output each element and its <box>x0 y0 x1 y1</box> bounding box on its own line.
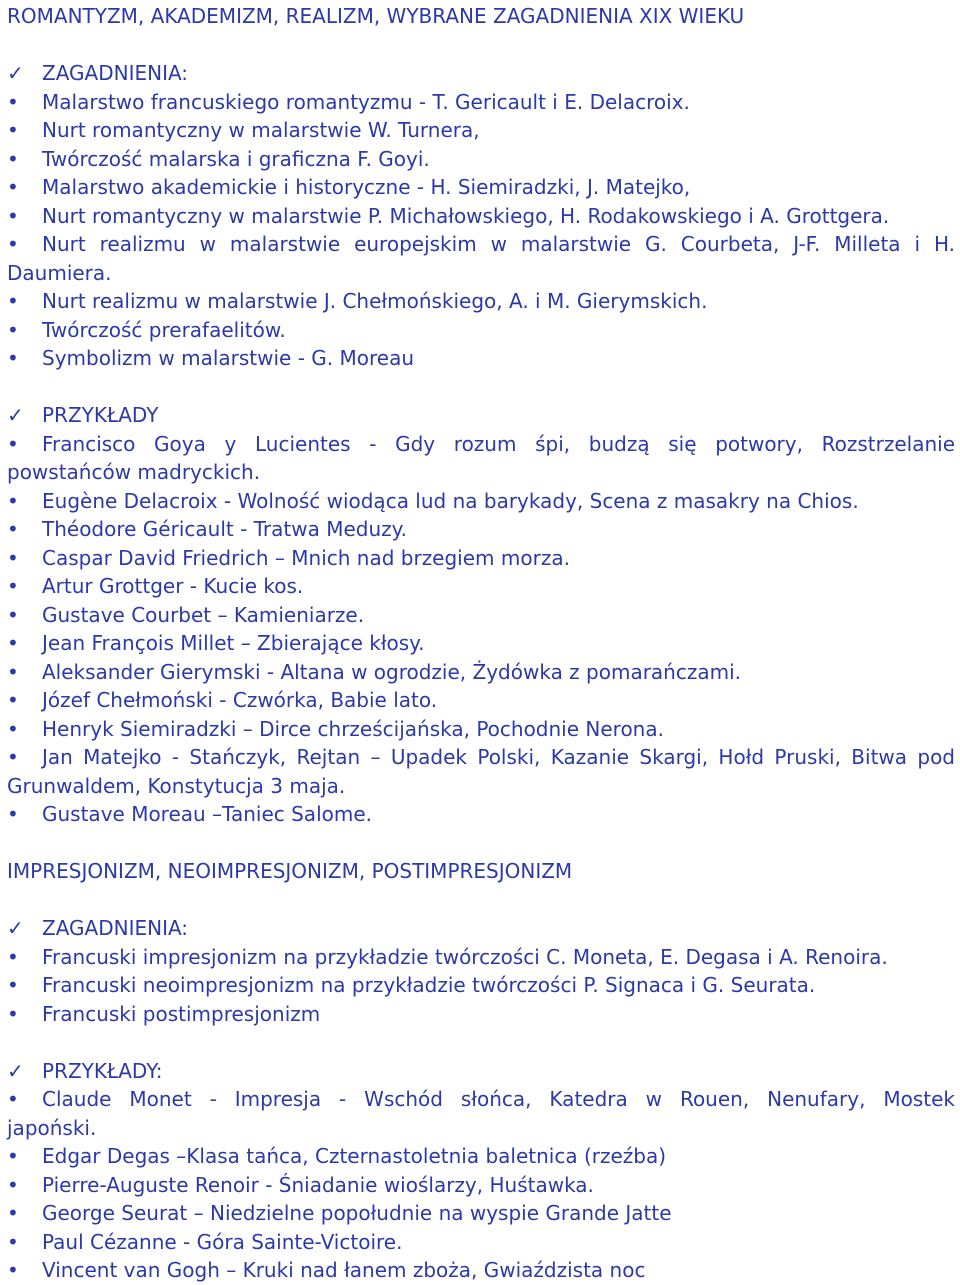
section-heading-romantyzm: ROMANTYZM, AKADEMIZM, REALIZM, WYBRANE ZAGADNIENIA XIX WIEKU <box>7 4 745 28</box>
list-item <box>7 230 955 287</box>
list-item <box>7 572 955 601</box>
przyklady-label: PRZYKŁADY: <box>42 1058 163 1083</box>
spacer <box>7 1028 955 1057</box>
bullet-icon: • <box>7 317 19 342</box>
bullet-icon: • <box>7 1087 19 1111</box>
zagadnienia-header <box>7 914 955 943</box>
bullet-icon: • <box>7 203 19 228</box>
bullet-icon: • <box>7 1001 19 1026</box>
bullet-icon: • <box>7 574 19 598</box>
bullet-icon: • <box>7 431 19 456</box>
list-item-text: Francuski impresjonizm na przykładzie twórczości C. Moneta, E. Degasa i A. Renoira. <box>42 944 888 969</box>
list-item <box>7 1199 955 1228</box>
list-item <box>7 629 955 658</box>
bullet-icon: • <box>7 802 19 826</box>
zagadnienia-label: ZAGADNIENIA: <box>42 61 189 85</box>
list-item <box>7 1000 955 1029</box>
list-item <box>7 1256 955 1285</box>
bullet-icon: • <box>7 602 19 627</box>
bullet-icon: • <box>7 1229 19 1254</box>
przyklady-label: PRZYKŁADY <box>42 403 159 427</box>
list-item <box>7 1171 955 1200</box>
list-item <box>7 116 955 145</box>
bullet-icon: • <box>7 944 19 969</box>
bullet-icon: • <box>7 1172 19 1197</box>
list-item <box>7 971 955 1000</box>
zagadnienia-header <box>7 59 955 88</box>
list-item-text: Pierre-Auguste Renoir - Śniadanie wioślarzy, Huśtawka. <box>42 1172 594 1197</box>
przyklady-header <box>7 401 955 430</box>
bullet-icon: • <box>7 346 19 370</box>
list-item <box>7 743 955 800</box>
bullet-icon: • <box>7 716 19 741</box>
list-item <box>7 173 955 202</box>
list-item-text: Théodore Géricault - Tratwa Meduzy. <box>42 517 407 541</box>
list-item <box>7 943 955 972</box>
checkmark-icon: ✓ <box>7 916 24 940</box>
list-item-first-line <box>7 230 955 259</box>
list-item-text: Jean François Millet – Zbierające kłosy. <box>42 631 425 655</box>
bullet-icon: • <box>7 175 19 199</box>
bullet-icon: • <box>7 745 19 769</box>
list-item-continuation: Daumiera. <box>7 260 112 285</box>
bullet-icon: • <box>7 973 19 997</box>
list-item-text: Malarstwo akademickie i historyczne - H. Siemiradzki, J. Matejko, <box>42 175 691 199</box>
list-item <box>7 544 955 573</box>
list-item-text: Eugène Delacroix - Wolność wiodąca lud na barykady, Scena z masakry na Chios. <box>42 488 859 513</box>
list-item-text: Aleksander Gierymski - Altana w ogrodzie, Żydówka z pomarańczami. <box>42 659 742 684</box>
list-item-text: Gustave Courbet – Kamieniarze. <box>42 602 365 627</box>
bullet-icon: • <box>7 631 19 655</box>
list-item-text: Nurt romantyczny w malarstwie W. Turnera, <box>42 118 480 142</box>
list-item-text: Symbolizm w malarstwie - G. Moreau <box>42 346 415 370</box>
zagadnienia-label: ZAGADNIENIA: <box>42 916 189 940</box>
list-item <box>7 715 955 744</box>
list-item-text: Vincent van Gogh – Kruki nad łanem zboża, Gwiaździsta noc <box>42 1258 646 1282</box>
bullet-icon: • <box>7 289 19 313</box>
list-item <box>7 686 955 715</box>
bullet-icon: • <box>7 688 19 712</box>
list-item-text: Edgar Degas –Klasa tańca, Czternastoletnia baletnica (rzeźba) <box>42 1144 667 1168</box>
list-item-text: Gustave Moreau –Taniec Salome. <box>42 802 372 826</box>
list-item-text: Jan Matejko - Stańczyk, Rejtan – Upadek Polski, Kazanie Skargi, Hołd Pruski, Bitwa pod <box>42 745 955 769</box>
list-item-first-line <box>7 743 955 772</box>
checkmark-icon: ✓ <box>7 1058 24 1083</box>
list-item-text: George Seurat – Niedzielne popołudnie na wyspie Grande Jatte <box>42 1201 672 1225</box>
list-item <box>7 601 955 630</box>
bullet-icon: • <box>7 488 19 513</box>
list-item <box>7 515 955 544</box>
bullet-icon: • <box>7 118 19 142</box>
spacer <box>7 373 955 402</box>
list-item <box>7 658 955 687</box>
list-item <box>7 800 955 829</box>
list-item-text: Paul Cézanne - Góra Sainte-Victoire. <box>42 1229 403 1254</box>
list-item-text: Henryk Siemiradzki – Dirce chrześcijańska, Pochodnie Nerona. <box>42 716 664 741</box>
list-item <box>7 316 955 345</box>
list-item <box>7 202 955 231</box>
przyklady-header <box>7 1057 955 1086</box>
bullet-icon: • <box>7 1201 19 1225</box>
list-item-text: Claude Monet - Impresja - Wschód słońca, Katedra w Rouen, Nenufary, Mostek <box>42 1087 955 1111</box>
bullet-icon: • <box>7 232 19 256</box>
checkmark-icon: ✓ <box>7 61 24 85</box>
bullet-icon: • <box>7 1144 19 1168</box>
list-item-first-line <box>7 430 955 459</box>
list-item <box>7 430 955 487</box>
list-item <box>7 1228 955 1257</box>
list-item <box>7 487 955 516</box>
checkmark-icon: ✓ <box>7 403 24 427</box>
document-page <box>7 2 955 1285</box>
bullet-icon: • <box>7 1258 19 1282</box>
list-item-text: Twórczość malarska i graficzna F. Goyi. <box>42 146 430 171</box>
list-item-continuation: Grunwaldem, Konstytucja 3 maja. <box>7 773 346 798</box>
list-item-text: Józef Chełmoński - Czwórka, Babie lato. <box>42 688 438 712</box>
bullet-icon: • <box>7 89 19 114</box>
list-item <box>7 88 955 117</box>
list-item-continuation: powstańców madryckich. <box>7 460 261 484</box>
list-item-text: Francuski neoimpresjonizm na przykładzie twórczości P. Signaca i G. Seurata. <box>42 973 816 997</box>
bullet-icon: • <box>7 659 19 684</box>
list-item-text: Twórczość prerafaelitów. <box>42 317 286 342</box>
list-item-text: Malarstwo francuskiego romantyzmu - T. Gericault i E. Delacroix. <box>42 89 690 114</box>
list-item-first-line <box>7 1085 955 1114</box>
list-item <box>7 145 955 174</box>
list-item-text: Francuski postimpresjonizm <box>42 1001 321 1026</box>
list-item-continuation: japoński. <box>7 1115 97 1140</box>
list-item-text: Francisco Goya y Lucientes - Gdy rozum śpi, budzą się potwory, Rozstrzelanie <box>42 431 955 456</box>
section-heading-impresjonizm: IMPRESJONIZM, NEOIMPRESJONIZM, POSTIMPRESJONIZM <box>7 859 573 883</box>
list-item <box>7 287 955 316</box>
list-item <box>7 1085 955 1142</box>
list-item-text: Nurt realizmu w malarstwie J. Chełmońskiego, A. i M. Gierymskich. <box>42 289 708 313</box>
bullet-icon: • <box>7 545 19 570</box>
list-item <box>7 344 955 373</box>
spacer <box>7 829 955 858</box>
bullet-icon: • <box>7 146 19 171</box>
list-item <box>7 1142 955 1171</box>
spacer <box>7 886 955 915</box>
list-item-text: Artur Grottger - Kucie kos. <box>42 574 304 598</box>
spacer <box>7 31 955 60</box>
list-item-text: Nurt romantyczny w malarstwie P. Michałowskiego, H. Rodakowskiego i A. Grottgera. <box>42 203 890 228</box>
bullet-icon: • <box>7 517 19 541</box>
list-item-text: Caspar David Friedrich – Mnich nad brzegiem morza. <box>42 545 570 570</box>
list-item-text: Nurt realizmu w malarstwie europejskim w malarstwie G. Courbeta, J-F. Milleta i H. <box>42 232 955 256</box>
